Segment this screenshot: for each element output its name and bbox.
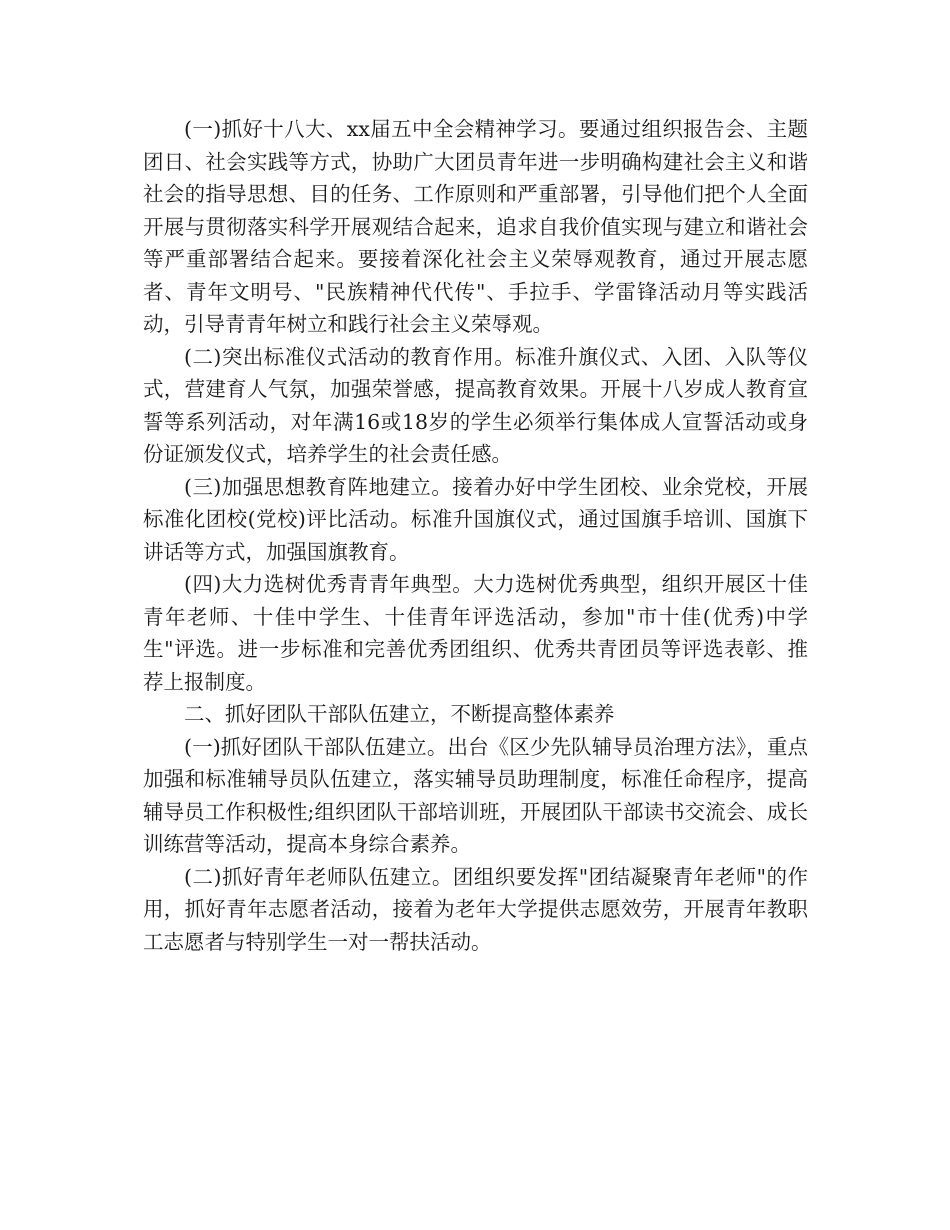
paragraph-5: (一)抓好团队干部队伍建立。出台《区少先队辅导员治理方法》，重点加强和标准辅导员队伍建立，落实辅导员助理制度，标准任命程序，提高辅导员工作积极性;组织团队干部培训班，开展团队干部读书交流会、成长训练营等活动，提高本身综合素养。 [143,734,808,856]
paragraph-3: (三)加强思想教育阵地建立。接着办好中学生团校、业余党校，开展标准化团校(党校)评比活动。标准升国旗仪式，通过国旗手培训、国旗下讲话等方式，加强国旗教育。 [143,474,808,564]
section-heading: 二、抓好团队干部队伍建立，不断提高整体素养 [184,702,615,726]
document-body [143,113,808,958]
paragraph-6: (二)抓好青年老师队伍建立。团组织要发挥"团结凝聚青年老师"的作用，抓好青年志愿者活动，接着为老年大学提供志愿效劳，开展青年教职工志愿者与特别学生一对一帮扶活动。 [143,864,808,954]
paragraph-4: (四)大力选树优秀青青年典型。大力选树优秀典型，组织开展区十佳青年老师、十佳中学生、十佳青年评选活动，参加"市十佳(优秀)中学生"评选。进一步标准和完善优秀团组织、优秀共青团员等评选表彰、推荐上报制度。 [143,572,808,694]
paragraph-1: (一)抓好十八大、xx届五中全会精神学习。要通过组织报告会、主题团日、社会实践等方式，协助广大团员青年进一步明确构建社会主义和谐社会的指导思想、目的任务、工作原则和严重部署，引导他们把个人全面开展与贯彻落实科学开展观结合起来，追求自我价值实现与建立和谐社会等严重部署结合起来。要接着深化社会主义荣辱观教育，通过开展志愿者、青年文明号、"民族精神代代传"、手拉手、学雷锋活动月等实践活动，引导青青年树立和践行社会主义荣辱观。 [143,117,808,336]
paragraph-2: (二)突出标准仪式活动的教育作用。标准升旗仪式、入团、入队等仪式，营建育人气氛，加强荣誉感，提高教育效果。开展十八岁成人教育宣誓等系列活动，对年满16或18岁的学生必须举行集体成人宣誓活动或身份证颁发仪式，培养学生的社会责任感。 [143,344,808,466]
